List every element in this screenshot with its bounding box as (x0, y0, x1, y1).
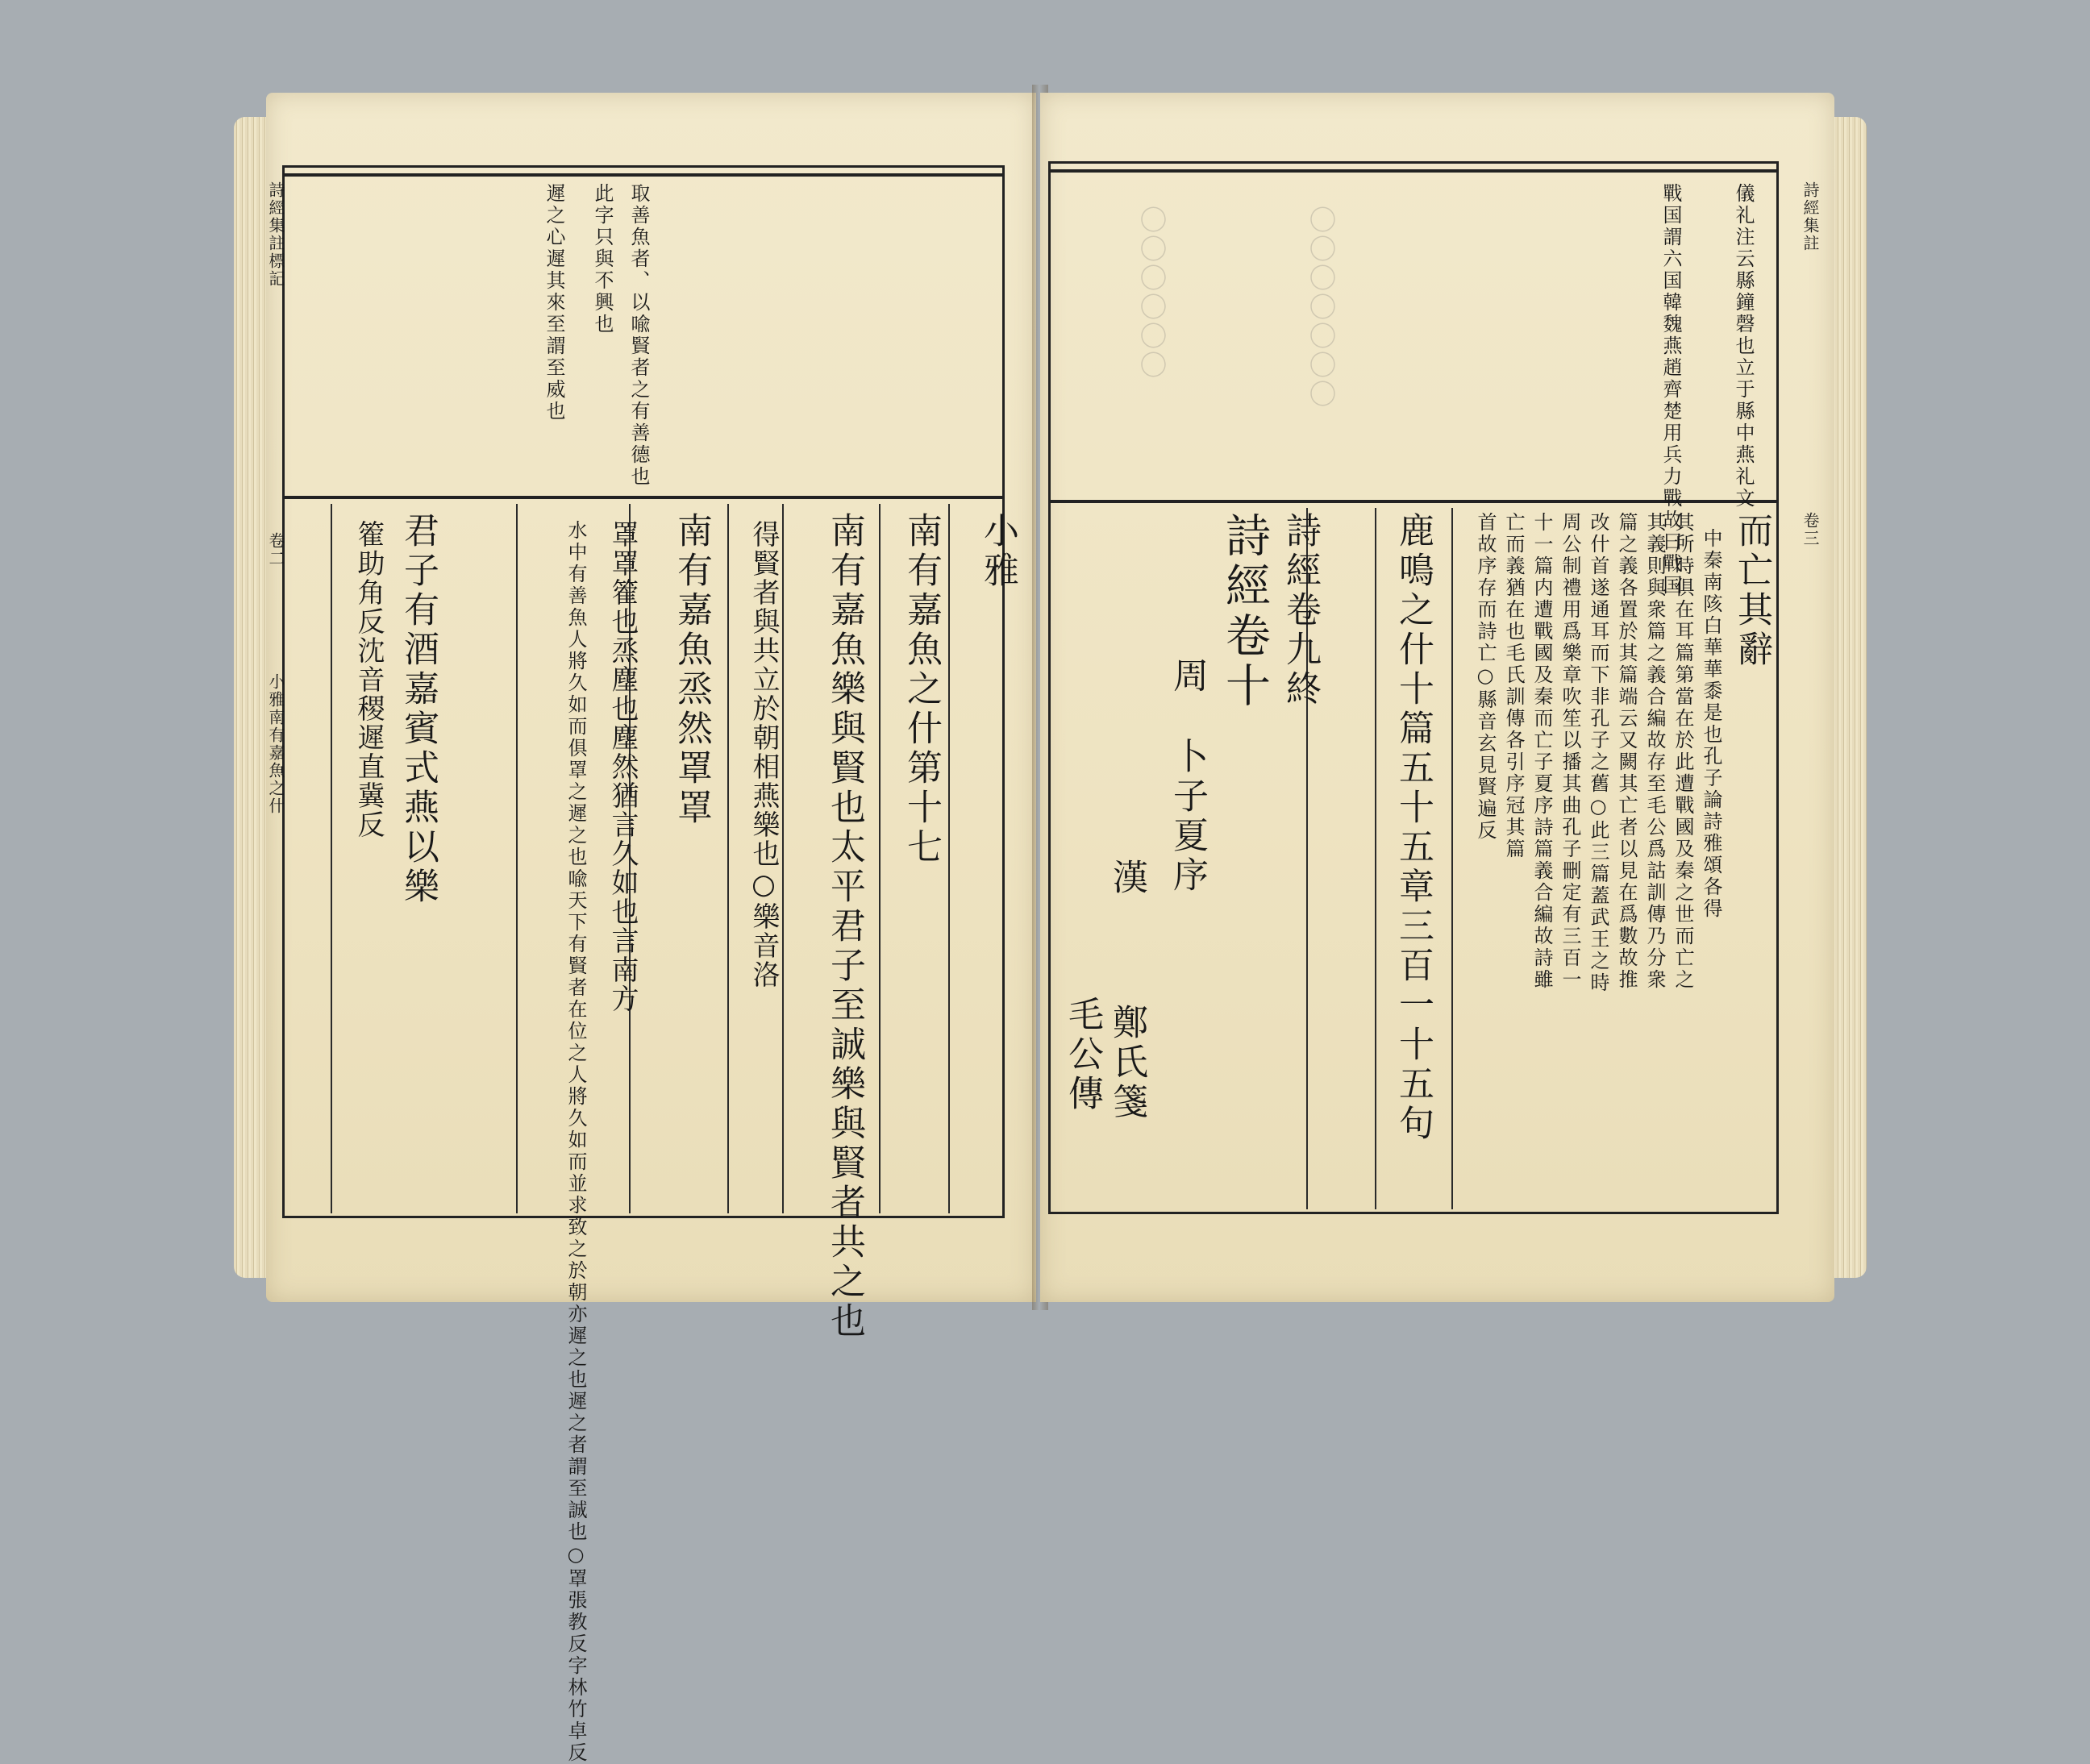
right-line-8: 亡而義猶在也毛氏訓傳各引序冠其篇 (1502, 512, 1525, 860)
right-line-3: 其義則與衆篇之義合編故存至毛公爲詁訓傳乃分衆 (1643, 512, 1666, 991)
right-heading-wang: 而亡其辭 (1731, 512, 1772, 670)
preface-line: 南有嘉魚樂與賢也太平君子至誠樂與賢者共之也 (824, 512, 865, 1342)
right-page: 詩經集註 卷三 儀礼注云縣鐘磬也立于縣中燕礼文 戰国謂六国韓魏燕趙齊楚用兵力戰故曰戰国 〇〇〇〇〇〇〇 〇〇〇〇〇〇 而亡其辭 中秦南陔白華華黍是也孔子論詩雅頌各得 其所時俱在耳篇第當在於此遭戰國及秦之世而亡之 其義則與衆篇之義合編故存至毛公爲詁訓傳乃分衆 篇之義各置於其篇端云又闕其亡者以見在爲數故推 改什首遂通耳而下非孔子之舊○此三篇蓋武王之時 周公制禮用爲樂章吹笙以播其曲孔子刪定有三百一 十一篇内遭戰國及秦而亡子夏序詩篇義合編故詩雖 亡而義猶在也毛氏訓傳各引序冠其篇 首故序存而詩亡○縣音玄見賢遍反 鹿鳴之什十篇五十五章三百一十五句 詩經卷九終 詩經卷十 周 卜子夏序 漢 毛公傳 鄭氏箋 (1040, 93, 1834, 1302)
left-page (266, 93, 1036, 1764)
left-note-1: 取善魚者、以喩賢者之有善德也 (627, 183, 650, 488)
heading-xiaoya: 小雅 (977, 512, 1018, 591)
open-book (234, 85, 1867, 1764)
volume-10-title: 詩經卷十 (1218, 512, 1271, 712)
dynasty-han: 漢 (1106, 859, 1147, 898)
left-margin-section: 小雅南有嘉魚之什 (266, 673, 285, 815)
right-note-1: 儀礼注云縣鐘磬也立于縣中燕礼文 (1732, 183, 1755, 510)
commentary-line-1: 得賢者與共立於朝相燕樂也○樂音洛 (747, 520, 780, 989)
right-margin-volume: 卷三 (1801, 512, 1820, 547)
right-line-5: 改什首遂通耳而下非孔子之舊○此三篇蓋武王之時 (1587, 512, 1609, 994)
poem-line-2: 君子有酒嘉賓式燕以樂 (398, 512, 439, 907)
right-line-7: 十一篇内遭戰國及秦而亡子夏序詩篇義合編故詩雖 (1530, 512, 1553, 991)
chapter-heading: 南有嘉魚之什第十七 (901, 512, 942, 867)
poem-line-1: 南有嘉魚烝然罩罩 (671, 512, 712, 828)
commentary-line-3: 罩罩篧也烝塵也塵然猶言久如也言南方 (606, 520, 639, 1013)
right-line-1: 中秦南陔白華華黍是也孔子論詩雅頌各得 (1700, 528, 1722, 920)
volume-9-end: 詩經卷九終 (1280, 512, 1321, 709)
summary-line: 鹿鳴之什十篇五十五章三百一十五句 (1393, 512, 1434, 1144)
author-zixia: 卜子夏序 (1167, 738, 1208, 896)
right-line-4: 篇之義各置於其篇端云又闕其亡者以見在爲數故推 (1615, 512, 1638, 991)
right-note-2: 戰国謂六国韓魏燕趙齊楚用兵力戰故曰戰国 (1659, 183, 1682, 597)
commentary-line-4: 篧助角反沈音稷遲直冀反 (352, 520, 385, 839)
right-top-rule (1048, 169, 1779, 173)
commentary-line-2: 水中有善魚人將久如而俱罩之遲之也喩天下有賢者在位之人將久如而並求致之於朝亦遲之也遲之者謂至誠也○罩張教反字林竹卓反 (564, 520, 587, 1764)
left-note-3: 遲之心遲其來至謂至威也 (543, 183, 565, 422)
right-line-2: 其所時俱在耳篇第當在於此遭戰國及秦之世而亡之 (1672, 512, 1694, 991)
left-note-2: 此字只與不興也 (591, 183, 614, 335)
left-top-rule (282, 173, 1005, 177)
author-maogong: 毛公傳 (1062, 996, 1103, 1114)
left-margin-title: 詩經集註標記 (266, 181, 285, 288)
right-margin-title: 詩經集註 (1801, 181, 1820, 252)
right-line-6: 周公制禮用爲樂章吹笙以播其曲孔子刪定有三百一 (1559, 512, 1581, 991)
right-line-9: 首故序存而詩亡○縣音玄見賢遍反 (1474, 512, 1497, 842)
left-divider-rule (282, 496, 1005, 499)
author-zheng: 鄭氏箋 (1106, 1004, 1147, 1122)
dynasty-zhou: 周 (1167, 657, 1208, 697)
left-margin-volume: 卷二 (266, 532, 285, 568)
